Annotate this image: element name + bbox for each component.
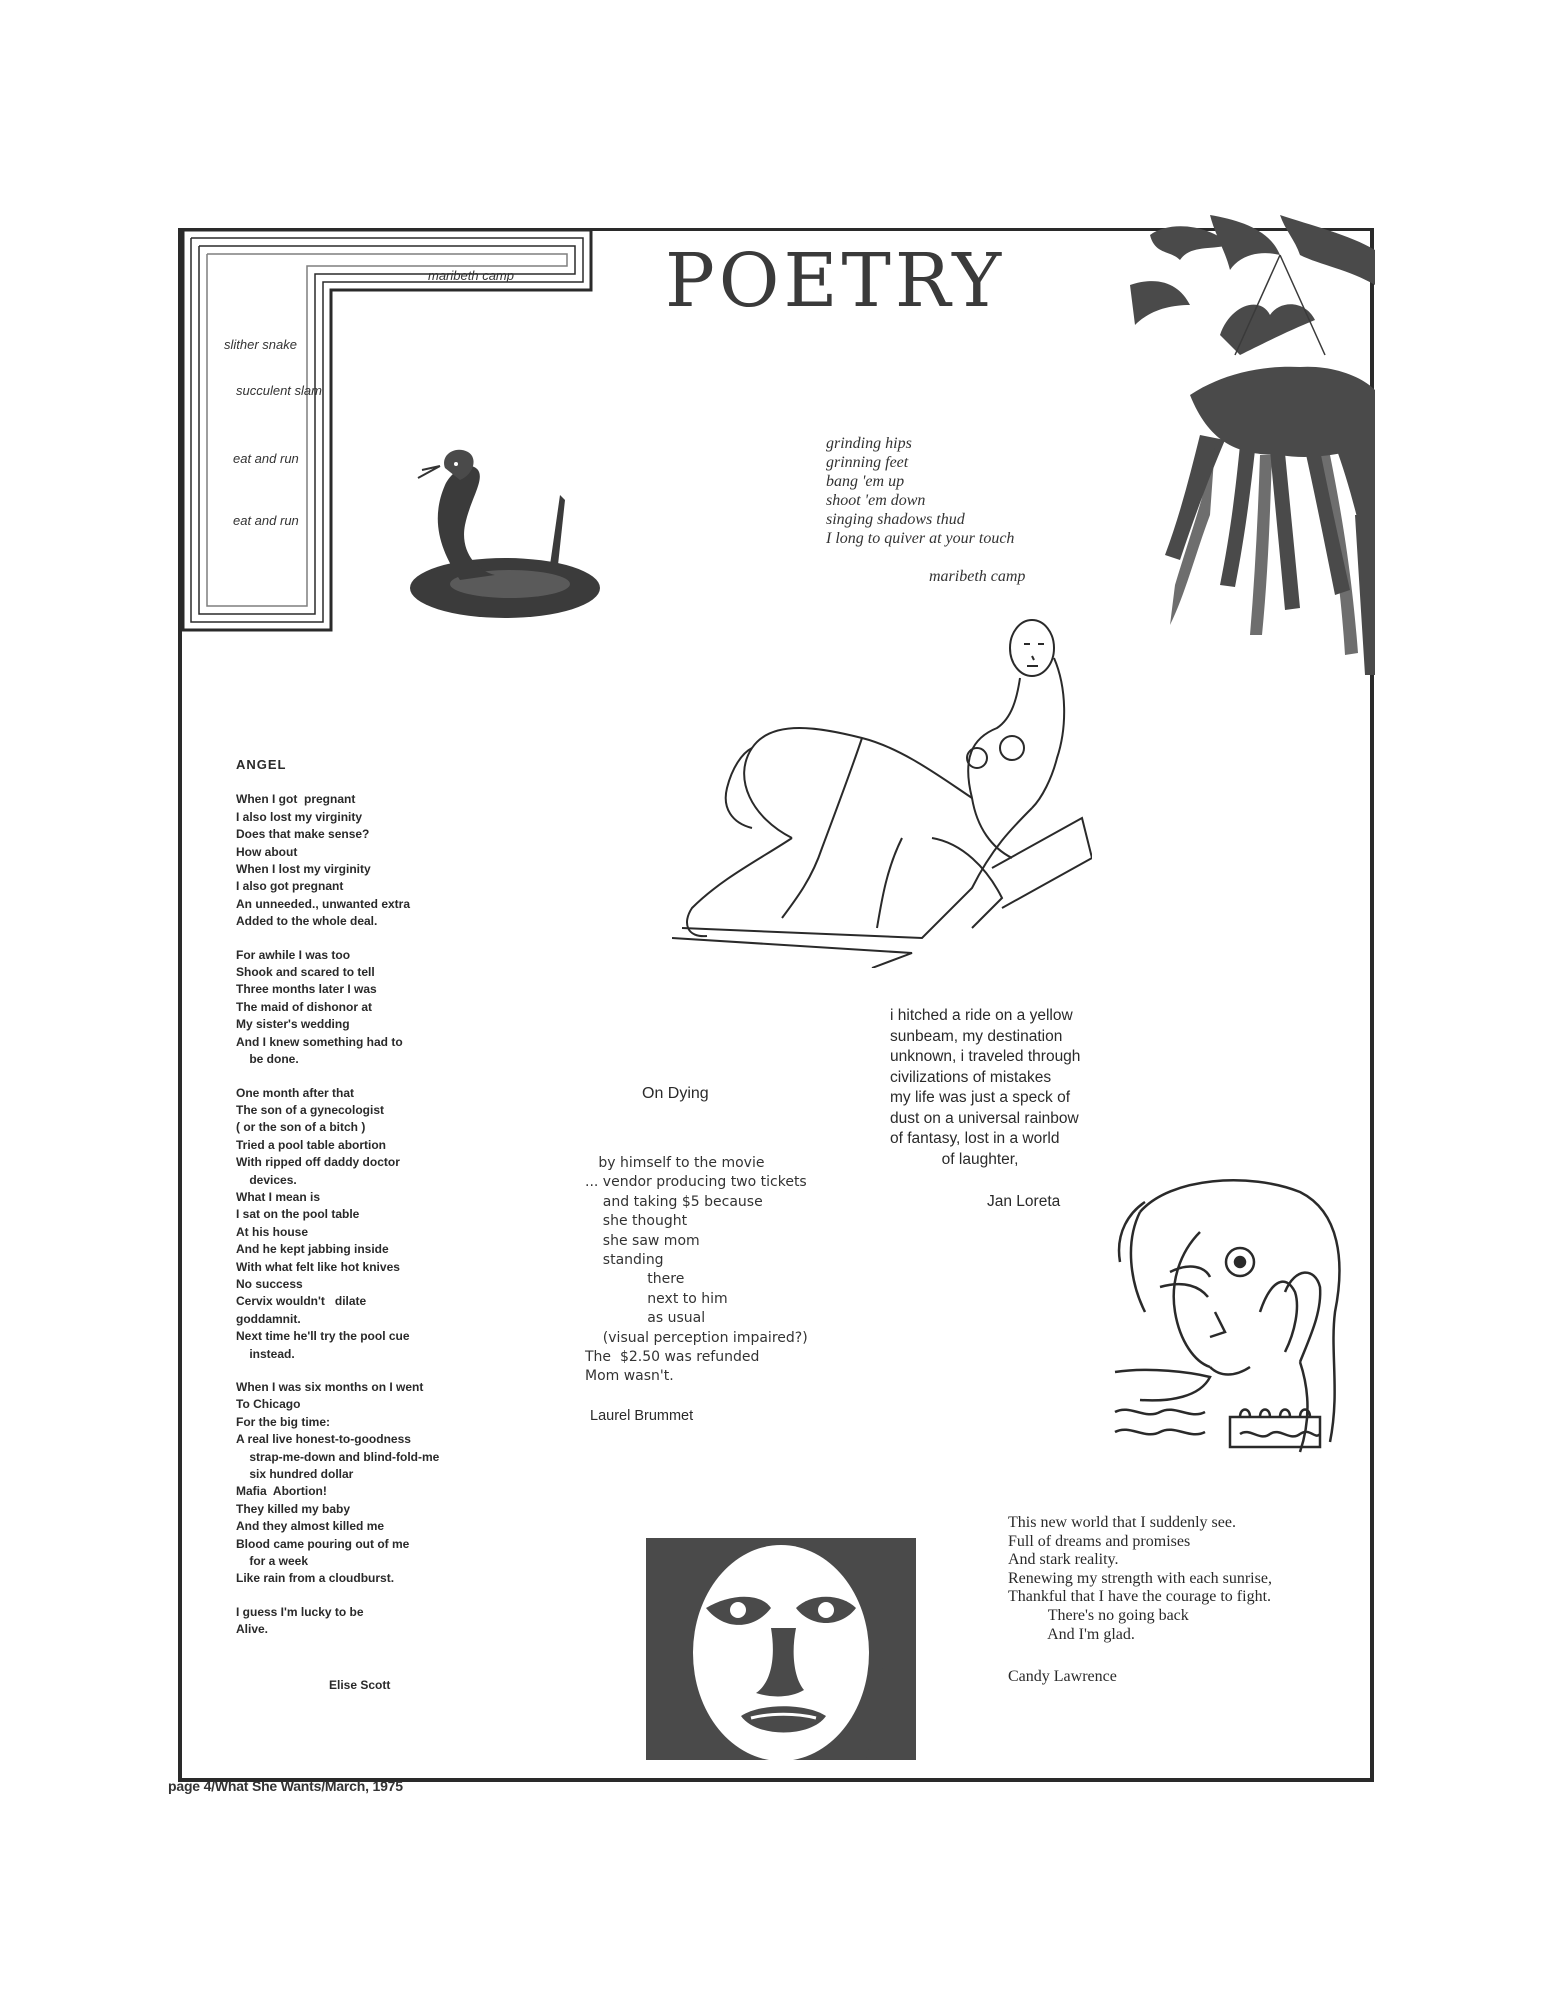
- poem-line: For awhile I was too: [236, 947, 351, 962]
- poem-line: At his house: [236, 1224, 309, 1239]
- poem-line: as usual: [585, 1310, 706, 1327]
- poem-line: When I lost my virginity: [236, 862, 371, 877]
- snake-poem-line: eat and run: [233, 451, 299, 466]
- poem-line: grinning feet: [826, 454, 909, 471]
- poem-line: With ripped off daddy doctor: [236, 1155, 400, 1170]
- woodcut-face-illustration: [646, 1538, 916, 1760]
- poem-line: Full of dreams and promises: [1008, 1532, 1191, 1550]
- poem-line: When I got pregnant: [236, 792, 356, 807]
- poem-line: What I mean is: [236, 1189, 321, 1204]
- poem-line: I also lost my virginity: [236, 809, 363, 824]
- page-title: POETRY: [665, 238, 1006, 324]
- poem-line: No success: [236, 1276, 303, 1291]
- poem-line: Does that make sense?: [236, 827, 370, 842]
- snake-poem-line: slither snake: [224, 337, 297, 352]
- on-dying-author: Laurel Brummet: [590, 1408, 694, 1424]
- reclining-woman-illustration: [672, 608, 1092, 968]
- poem-line: I also got pregnant: [236, 879, 344, 894]
- snake-poem-author: maribeth camp: [428, 268, 514, 283]
- poem-line: shoot 'em down: [826, 492, 926, 509]
- poem-line: by himself to the movie: [585, 1155, 765, 1171]
- poem-line: of fantasy, lost in a world: [890, 1130, 1060, 1147]
- grinding-poem: [826, 434, 1014, 548]
- poem-line: and taking $5 because: [585, 1193, 763, 1210]
- poem-line: for a week: [236, 1554, 309, 1569]
- poem-line: This new world that I suddenly see.: [1008, 1514, 1236, 1531]
- poem-line: strap-me-down and blind-fold-me: [236, 1449, 440, 1464]
- poem-line: Renewing my strength with each sunrise,: [1008, 1569, 1272, 1587]
- poem-line: standing: [585, 1252, 664, 1269]
- poem-line: goddamnit.: [236, 1311, 301, 1326]
- poem-line: bang 'em up: [826, 473, 905, 490]
- poem-line: grinding hips: [826, 435, 912, 452]
- hand-face-illustration: [1110, 1172, 1350, 1482]
- poem-line: And I knew something had to: [236, 1034, 403, 1049]
- poem-line: The maid of dishonor at: [236, 999, 373, 1014]
- poem-line: Like rain from a cloudburst.: [236, 1571, 395, 1586]
- poem-line: And he kept jabbing inside: [236, 1242, 389, 1257]
- angel-poem-author: Elise Scott: [329, 1677, 391, 1692]
- poem-line: Blood came pouring out of me: [236, 1536, 410, 1551]
- poem-line: A real live honest-to-goodness: [236, 1432, 411, 1447]
- angel-poem-body: [236, 791, 506, 1638]
- poem-line: singing shadows thud: [826, 511, 965, 528]
- angel-poem: [236, 756, 506, 1694]
- poem-line: The $2.50 was refunded: [585, 1349, 760, 1366]
- poem-line: next to him: [585, 1290, 728, 1307]
- poem-line: there: [585, 1271, 685, 1288]
- poem-line: An unneeded., unwanted extra: [236, 896, 411, 911]
- grinding-poem-author: maribeth camp: [929, 568, 1026, 585]
- poem-line: And stark reality.: [1008, 1551, 1119, 1569]
- poem-line: The son of a gynecologist: [236, 1102, 385, 1117]
- poem-line: Tried a pool table abortion: [236, 1137, 387, 1152]
- poem-line: Thankful that I have the courage to fight.: [1008, 1588, 1272, 1606]
- poem-line: Next time he'll try the pool cue: [236, 1329, 410, 1344]
- angel-stanza: [236, 947, 506, 1069]
- new-world-author: Candy Lawrence: [1008, 1668, 1117, 1685]
- poem-line: How about: [236, 844, 298, 859]
- poem-line: I sat on the pool table: [236, 1207, 360, 1222]
- poem-line: Alive.: [236, 1622, 269, 1637]
- poem-line: Cervix wouldn't dilate: [236, 1294, 367, 1309]
- angel-stanza: [236, 1604, 506, 1639]
- poem-line: of laughter,: [890, 1150, 1019, 1168]
- poem-line: For the big time:: [236, 1414, 330, 1429]
- snake-poem-line: succulent slam: [236, 383, 322, 398]
- poem-line: unknown, i traveled through: [890, 1048, 1081, 1065]
- poem-line: And they almost killed me: [236, 1519, 385, 1534]
- poem-line: With what felt like hot knives: [236, 1259, 400, 1274]
- on-dying-title: On Dying: [642, 1085, 709, 1102]
- page-footer: page 4/What She Wants/March, 1975: [168, 1778, 403, 1794]
- on-dying-poem: [585, 1154, 808, 1387]
- poem-line: I long to quiver at your touch: [826, 530, 1015, 547]
- sunbeam-poem: [890, 1006, 1080, 1170]
- poem-line: Three months later I was: [236, 982, 377, 997]
- poem-line: she thought: [585, 1213, 688, 1230]
- poem-line: dust on a universal rainbow: [890, 1109, 1079, 1127]
- poem-line: i hitched a ride on a yellow: [890, 1007, 1073, 1024]
- poem-line: she saw mom: [585, 1232, 700, 1249]
- new-world-poem: [1008, 1514, 1272, 1644]
- poem-line: (visual perception impaired?): [585, 1329, 808, 1346]
- angel-stanza: [236, 791, 506, 930]
- poem-line: When I was six months on I went: [236, 1380, 424, 1394]
- poem-line: Added to the whole deal.: [236, 914, 378, 929]
- poem-line: I guess I'm lucky to be: [236, 1604, 364, 1619]
- angel-stanza: [236, 1379, 506, 1588]
- poem-line: Shook and scared to tell: [236, 965, 375, 980]
- poem-line: One month after that: [236, 1085, 355, 1100]
- poem-line: To Chicago: [236, 1397, 301, 1412]
- plant-illustration: [1130, 215, 1380, 675]
- poem-line: instead.: [236, 1346, 295, 1361]
- poem-line: And I'm glad.: [1008, 1625, 1135, 1643]
- poem-line: be done.: [236, 1052, 299, 1067]
- angel-poem-title: ANGEL: [236, 757, 287, 772]
- sunbeam-author: Jan Loreta: [987, 1193, 1061, 1210]
- poem-line: sunbeam, my destination: [890, 1027, 1063, 1045]
- poem-line: Mafia Abortion!: [236, 1484, 327, 1499]
- poem-line: my life was just a speck of: [890, 1089, 1071, 1106]
- poem-line: Mom wasn't.: [585, 1368, 674, 1385]
- poem-line: ... vendor producing two tickets: [585, 1174, 807, 1191]
- snake-illustration: [400, 440, 615, 625]
- poem-line: civilizations of mistakes: [890, 1068, 1052, 1086]
- angel-stanza: [236, 1085, 506, 1364]
- poem-line: They killed my baby: [236, 1501, 351, 1516]
- poem-line: There's no going back: [1008, 1606, 1189, 1624]
- poem-line: devices.: [236, 1172, 297, 1187]
- poem-line: ( or the son of a bitch ): [236, 1120, 366, 1135]
- poem-line: six hundred dollar: [236, 1467, 354, 1482]
- snake-poem-line: eat and run: [233, 513, 299, 528]
- poem-line: My sister's wedding: [236, 1017, 350, 1032]
